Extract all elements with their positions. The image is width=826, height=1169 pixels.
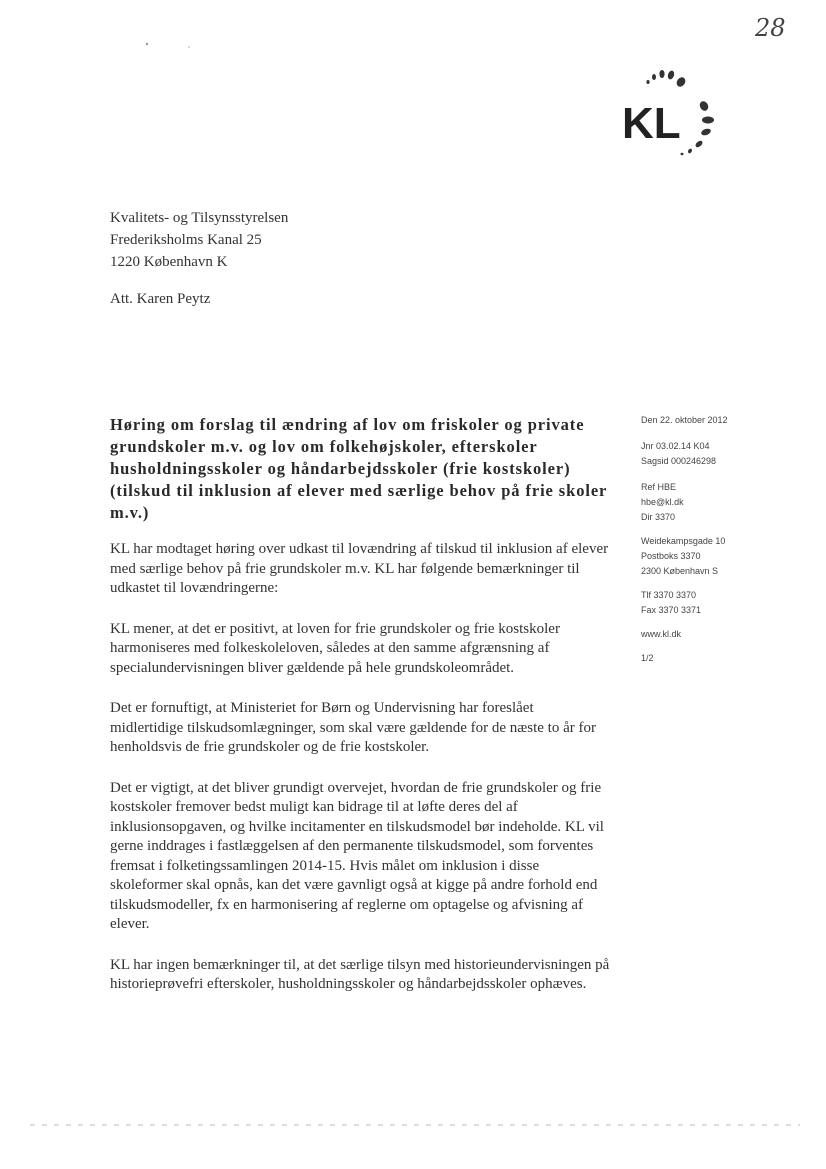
- letter-date: Den 22. oktober 2012: [641, 415, 728, 425]
- postal-city: 2300 København S: [641, 566, 719, 576]
- scan-specks: [140, 38, 200, 50]
- reference: Ref HBE: [641, 482, 677, 492]
- letter-body: [110, 540, 610, 1016]
- postbox: Postboks 3370: [641, 551, 701, 561]
- page-indicator: 1/2: [641, 653, 654, 663]
- direct-phone: Dir 3370: [641, 512, 676, 522]
- address-line: Frederiksholms Kanal 25: [110, 232, 262, 248]
- body-paragraph: KL har ingen bemærkninger til, at det særlige tilsyn med historieundervisningen på historieprøvefri efterskoler, husholdningsskoler og håndarbejdsskoler ophæves.: [110, 956, 610, 992]
- fax: Fax 3370 3371: [641, 605, 702, 615]
- phone: Tlf 3370 3370: [641, 590, 697, 600]
- address-line: 1220 København K: [110, 254, 228, 270]
- sender-email: hbe@kl.dk: [641, 497, 684, 507]
- website: www.kl.dk: [641, 629, 682, 639]
- attention-line: Att. Karen Peytz: [110, 291, 211, 307]
- scan-artifact-line: [30, 1124, 800, 1126]
- journal-number: Jnr 03.02.14 K04: [641, 441, 710, 451]
- case-id: Sagsid 000246298: [641, 456, 717, 466]
- handwritten-page-number: 28: [755, 14, 786, 42]
- body-paragraph: Det er vigtigt, at det bliver grundigt overvejet, hvordan de frie grundskoler og frie kostskoler fremover bedst muligt kan bidrage til at løfte deres del af inklusionsopgaven, og hvilke incitamenter en tilskudsmodel bør indeholde. KL vil gerne inddrages i fastlæggelsen af den permanente tilskudsmodel, som forventes fremsat i folketingssamlingen 2014-15. Hvis målet om inklusion i disse skoleformer skal opnås, kan det være gavnligt også at kigge på andre forhold end tilskudsmodeller, fx en harmonisering af reglerne om optagelse og afvisning af elever.: [110, 779, 604, 932]
- letter-subject: Høring om forslag til ændring af lov om friskoler og private grundskoler m.v. og lov om folkehøjskoler, efterskoler husholdningsskoler og håndarbejdsskoler (frie kostskoler) (tilskud til inklusion af elever med særlige behov på frie skoler m.v.): [110, 415, 607, 522]
- kl-logo: [618, 68, 726, 160]
- body-paragraph: KL mener, at det er positivt, at loven for frie grundskoler og frie kostskoler harmoniseres med folkeskoleloven, således at den samme afgrænsning af specialundervisningen bliver gældende på hele grundskoleområdet.: [110, 620, 560, 676]
- street-address: Weidekampsgade 10: [641, 536, 726, 546]
- body-paragraph: Det er fornuftigt, at Ministeriet for Børn og Undervisning har foreslået midlertidige tilskudsomlægninger, som skal være gældende for de næste to år for henholdsvis de frie grundskoler og de frie kostskoler.: [110, 700, 596, 755]
- address-line: Kvalitets- og Tilsynsstyrelsen: [110, 210, 289, 226]
- logo-text: KL: [622, 99, 681, 148]
- body-paragraph: KL har modtaget høring over udkast til lovændring af tilskud til inklusion af elever med særlige behov på frie grundskoler m.v. KL har følgende bemærkninger til udkastet til lovændringerne:: [110, 541, 609, 596]
- sender-info-sidebar: [641, 413, 791, 666]
- recipient-address: [110, 207, 288, 273]
